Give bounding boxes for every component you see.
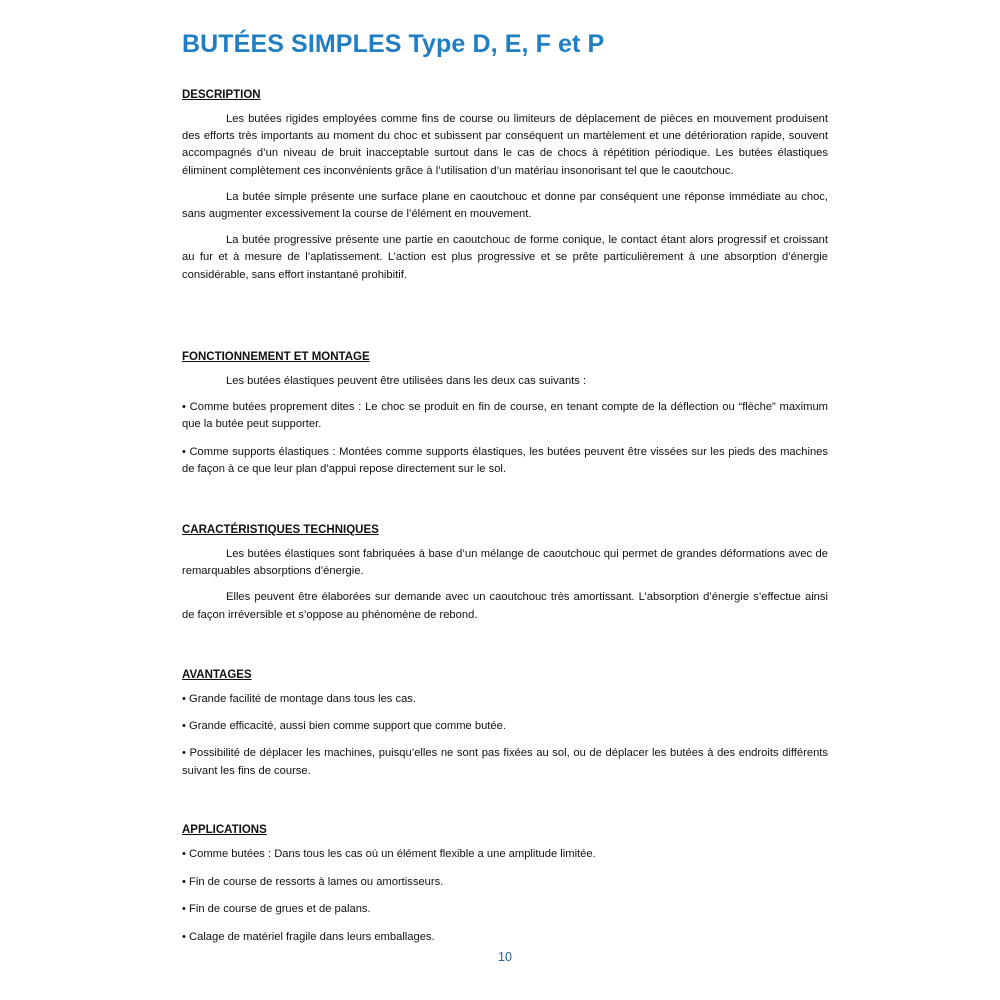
description-paragraph-2: La butée simple présente une surface plane en caoutchouc et donne par conséquent une réponse immédiate au choc, sans augmenter excessivement la course de l’élément en mouvement. [182, 190, 828, 221]
avantages-bullet-3: • Possibilité de déplacer les machines, puisqu’elles ne sont pas fixées au sol, ou de déplacer les butées à des endroits différents suivant les fins de course. [182, 747, 828, 777]
page-number: 10 [498, 950, 512, 964]
section-heading-description: DESCRIPTION [182, 89, 261, 101]
fonctionnement-intro: Les butées élastiques peuvent être utilisées dans les deux cas suivants : [226, 375, 587, 387]
page-title: BUTÉES SIMPLES Type D, E, F et P [182, 30, 605, 58]
section-heading-caracteristiques: CARACTÉRISTIQUES TECHNIQUES [182, 524, 379, 536]
description-paragraph-1: Les butées rigides employées comme fins de course ou limiteurs de déplacement de pièces en mouvement produisent des efforts très importants au moment du choc et subissent par conséquent un martèlement et une détérioration rapide, souvent accompagnés d’un niveau de bruit inacceptable surtout dans le cas de chocs à répétition périodique. Les butées élastiques éliminent complètement ces inconvénients grâce à l’utilisation d’un matériau insonorisant tel que le caoutchouc. [182, 113, 828, 177]
section-heading-fonctionnement: FONCTIONNEMENT ET MONTAGE [182, 351, 370, 363]
caracteristiques-paragraph-2: Elles peuvent être élaborées sur demande avec un caoutchouc très amortissant. L’absorption d’énergie s’effectue ainsi de façon irréversible et s’oppose au phénomène de rebond. [182, 591, 828, 621]
applications-bullet-4: • Calage de matériel fragile dans leurs emballages. [182, 931, 435, 944]
fonctionnement-bullet-1: • Comme butées proprement dites : Le choc se produit en fin de course, en tenant compte de la déflection ou “flèche” maximum que la butée peut supporter. [182, 401, 828, 431]
section-caracteristiques [182, 523, 828, 633]
section-applications [182, 823, 828, 957]
caracteristiques-paragraph-1: Les butées élastiques sont fabriquées à base d’un mélange de caoutchouc qui permet de grandes déformations avec de remarquables absorptions d’énergie. [182, 548, 828, 578]
section-description [182, 88, 828, 293]
avantages-bullet-2: • Grande efficacité, aussi bien comme support que comme butée. [182, 720, 506, 733]
document-page [182, 0, 828, 1000]
section-avantages [182, 668, 828, 790]
fonctionnement-bullet-2: • Comme supports élastiques : Montées comme supports élastiques, les butées peuvent être vissées sur les pieds des machines de façon à ce que leur plan d’appui repose directement sur le sol. [182, 445, 828, 475]
applications-bullet-3: • Fin de course de grues et de palans. [182, 903, 371, 916]
applications-bullet-2: • Fin de course de ressorts à lames ou amortisseurs. [182, 875, 444, 888]
section-heading-avantages: AVANTAGES [182, 669, 252, 681]
description-paragraph-3: La butée progressive présente une partie en caoutchouc de forme conique, le contact étant alors progressif et croissant au fur et à mesure de l’aplatissement. L’action est plus progressive et se prête particulièrement à une absorption d’énergie considérable, sans effort instantané prohibitif. [182, 234, 828, 281]
avantages-bullet-1: • Grande facilité de montage dans tous les cas. [182, 693, 417, 705]
section-fonctionnement [182, 350, 828, 488]
section-heading-applications: APPLICATIONS [182, 824, 267, 836]
applications-bullet-1: • Comme butées : Dans tous les cas où un élément flexible a une amplitude limitée. [182, 848, 596, 860]
